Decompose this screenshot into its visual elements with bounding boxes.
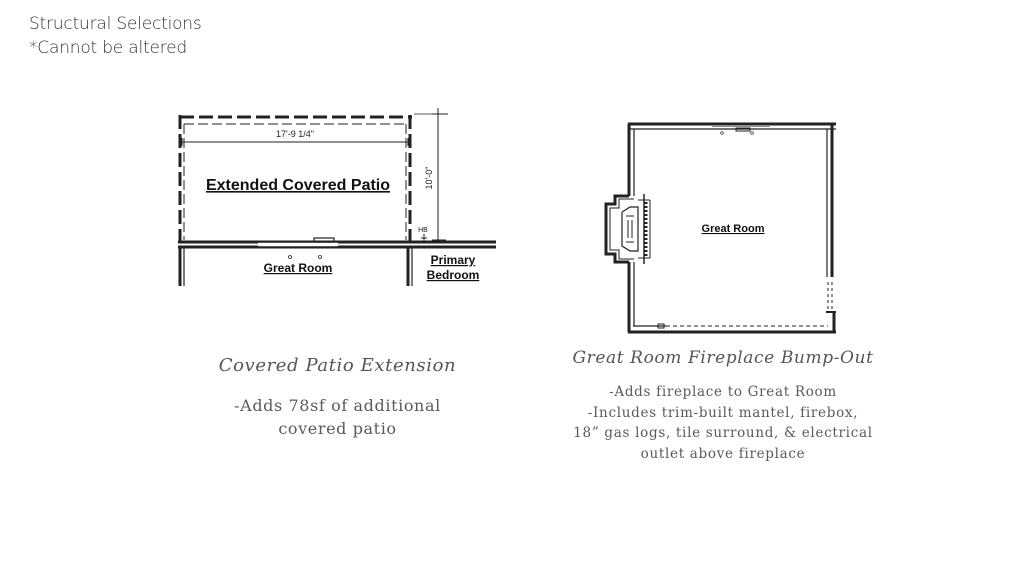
page-header xyxy=(29,12,202,60)
patio-floor-plan xyxy=(170,100,500,295)
patio-option-title: Covered Patio Extension xyxy=(218,355,457,376)
page-title: Structural Selections xyxy=(29,14,202,34)
patio-option-caption xyxy=(170,355,505,440)
patio-option-description xyxy=(170,394,505,440)
hb-label: HB xyxy=(418,227,428,234)
fireplace-description-line: -Includes trim-built mantel, firebox, xyxy=(587,404,859,421)
fireplace-description-line: -Adds fireplace to Great Room xyxy=(609,384,837,400)
fireplace-plan-drawing xyxy=(600,112,845,340)
primary-bedroom-label-line2: Bedroom xyxy=(426,268,480,282)
fireplace-option-caption xyxy=(572,348,874,464)
fireplace-floor-plan xyxy=(600,112,845,340)
fireplace-option-description xyxy=(572,382,874,464)
patio-width-dimension: 17'-9 1/4" xyxy=(276,129,314,139)
great-room-label: Great Room xyxy=(263,261,333,275)
patio-description-line: covered patio xyxy=(278,419,397,438)
patio-plan-label: Extended Covered Patio xyxy=(205,177,391,194)
patio-depth-dimension: 10'-0" xyxy=(424,166,434,190)
fireplace-option-title: Great Room Fireplace Bump-Out xyxy=(572,348,874,368)
primary-bedroom-label-line1: Primary xyxy=(430,253,476,267)
page-note: *Cannot be altered xyxy=(29,38,187,58)
fireplace-description-line: 18” gas logs, tile surround, & electrical xyxy=(573,425,873,441)
fireplace-great-room-label: Great Room xyxy=(701,223,765,235)
fireplace-description-line: outlet above fireplace xyxy=(640,445,806,462)
patio-plan-drawing xyxy=(170,100,500,295)
patio-description-line: -Adds 78sf of additional xyxy=(234,396,441,415)
